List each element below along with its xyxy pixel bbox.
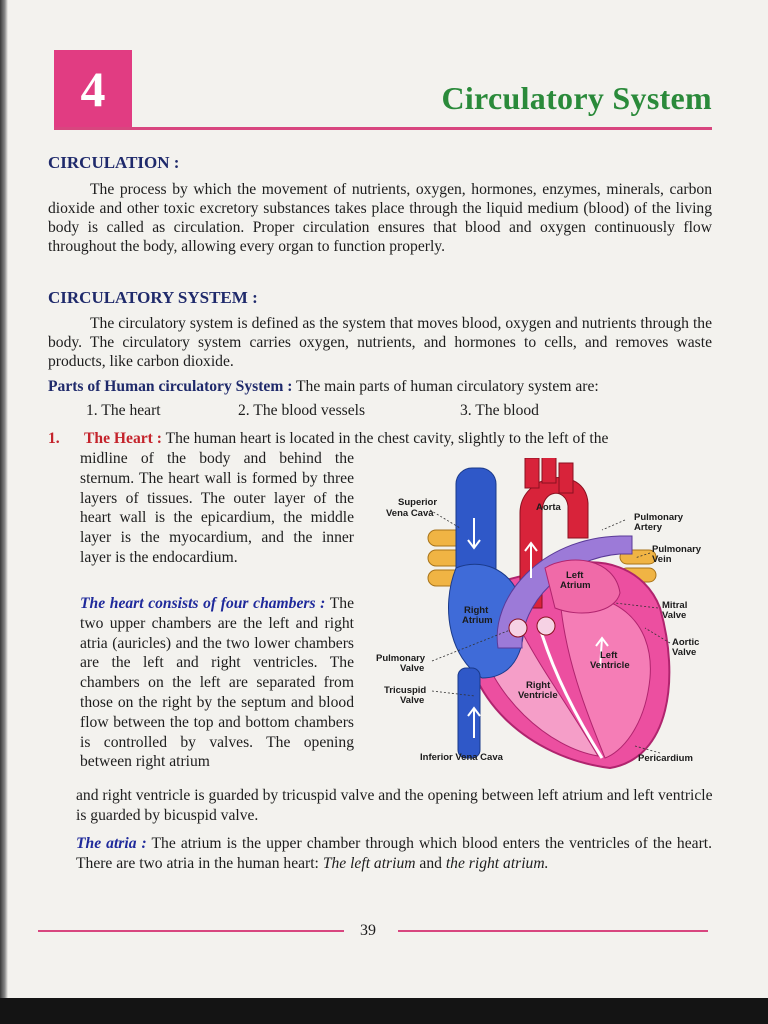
- heart-diagram: [370, 458, 720, 778]
- page-edge: [0, 0, 8, 1024]
- label-right-atrium: Atrium: [462, 615, 493, 626]
- label-aortic-valve: Valve: [672, 647, 697, 658]
- label-inferior-vena-cava: Inferior Vena Cava: [420, 752, 503, 763]
- label-pulmonary-artery: Pulmonary: [634, 512, 684, 523]
- footer-rule-left: [38, 930, 344, 932]
- label-mitral-valve: Valve: [662, 610, 687, 621]
- system-heading: CIRCULATORY SYSTEM :: [48, 288, 258, 307]
- label-right-ventricle: Right: [526, 680, 551, 691]
- heart-text: midline of the body and behind the sternum. The heart wall is formed by three layers of tissues. The outer layer of the heart wall is the epicardium, the middle layer is the myocardium, and the inner layer is the endocardium.: [80, 450, 354, 566]
- label-right-ventricle: Ventricle: [518, 690, 558, 701]
- label-aorta: Aorta: [536, 502, 561, 513]
- aorta-branch: [559, 463, 573, 493]
- label-superior-vena-cava: Superior: [398, 497, 438, 508]
- circulation-text: The process by which the movement of nutrients, oxygen, hormones, enzymes, minerals, carbon dioxide and other toxic excretory substances takes place through the liquid medium (blood) of the living body is called as circulation. Proper circulation ensures that blood and oxygen continuously flow throughout the body, allowing every organ to function properly.: [48, 181, 712, 255]
- heart-intro-line: [84, 430, 714, 448]
- parts-label: Parts of Human circulatory System :: [48, 378, 293, 395]
- aorta-branch: [525, 458, 539, 488]
- pulmonary-valve-icon: [509, 619, 527, 637]
- heart-number: 1.: [48, 430, 60, 447]
- chapter-number: 4: [54, 50, 132, 128]
- parts-line: [48, 378, 728, 396]
- page-number: 39: [360, 922, 376, 939]
- label-tricuspid-valve: Valve: [400, 695, 425, 706]
- label-mitral-valve: Mitral: [662, 600, 688, 611]
- atria-and: and: [419, 854, 442, 872]
- label-right-atrium: Right: [464, 605, 489, 616]
- chambers-paragraph: [80, 594, 354, 772]
- label-left-ventricle: Ventricle: [590, 660, 630, 671]
- system-text: The circulatory system is defined as the system that moves blood, oxygen and nutrients through the body. The circulatory system carries oxygen, nutrients, and hormones to cells, and removes waste products, like carbon dioxide.: [48, 315, 712, 370]
- aortic-valve-icon: [537, 617, 555, 635]
- atria-title: The atria :: [76, 835, 147, 852]
- chambers-text: The two upper chambers are the left and right atria (auricles) and the two lower chambers are the left and right ventricles. The chambers on the left are separated from those on the right by the septum and blood flow between the top and bottom chambers is controlled by valves. The opening between right atrium: [80, 595, 354, 771]
- label-left-ventricle: Left: [600, 650, 618, 661]
- label-aortic-valve: Aortic: [672, 637, 700, 648]
- footer-rule-right: [398, 930, 708, 932]
- list-item: 1. The heart: [86, 402, 161, 419]
- list-item: 3. The blood: [460, 402, 539, 419]
- chambers-tail: and right ventricle is guarded by tricuspid valve and the opening between left atrium and left ventricle is guarded by bicuspid valve.: [76, 787, 713, 824]
- atria-right: the right atrium.: [445, 854, 549, 872]
- page-bottom-edge: [0, 998, 768, 1024]
- chambers-title: The heart consists of four chambers :: [80, 595, 326, 612]
- atria-text: The atrium is the upper chamber through which blood enters the ventricles of the heart. There are two atria in the human heart:: [76, 835, 712, 872]
- label-pulmonary-valve: Valve: [400, 663, 425, 674]
- label-pulmonary-vein: Vein: [652, 554, 672, 565]
- circulation-heading: CIRCULATION :: [48, 153, 180, 172]
- label-pericardium: Pericardium: [638, 753, 693, 764]
- atria-paragraph: [76, 834, 712, 874]
- chapter-title: Circulatory System: [441, 80, 712, 116]
- label-tricuspid-valve: Tricuspid: [384, 685, 427, 696]
- label-pulmonary-valve: Pulmonary: [376, 653, 426, 664]
- chapter-rule: [54, 127, 712, 130]
- aorta-branch: [542, 458, 556, 483]
- label-pulmonary-artery: Artery: [634, 522, 662, 533]
- parts-text: The main parts of human circulatory system are:: [296, 378, 599, 395]
- label-pulmonary-vein: Pulmonary: [652, 544, 702, 555]
- heart-intro: The human heart is located in the chest cavity, slightly to the left of the: [165, 430, 609, 447]
- heart-title: The Heart :: [84, 430, 162, 447]
- label-left-atrium: Left: [566, 570, 584, 581]
- list-item: 2. The blood vessels: [238, 402, 366, 419]
- label-left-atrium: Atrium: [560, 580, 591, 591]
- label-superior-vena-cava: Vena Cava: [386, 508, 434, 519]
- atria-left: The left atrium: [322, 854, 416, 872]
